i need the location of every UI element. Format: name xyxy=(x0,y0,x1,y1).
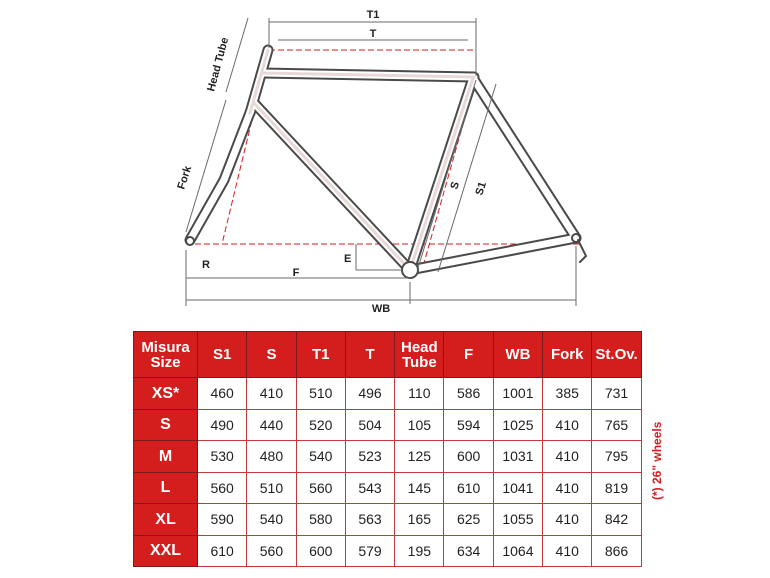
size-cell: M xyxy=(134,441,198,473)
stov-cell: 765 xyxy=(592,409,641,441)
stov-cell: 795 xyxy=(592,441,641,473)
header-head-tube xyxy=(395,332,444,378)
header-t1: T1 xyxy=(296,332,345,378)
f-cell: 594 xyxy=(444,409,493,441)
t1-cell: 540 xyxy=(296,441,345,473)
s1-cell: 560 xyxy=(198,472,247,504)
s-cell: 540 xyxy=(247,504,296,536)
t-cell: 504 xyxy=(345,409,394,441)
table-row xyxy=(134,472,642,504)
t-cell: 496 xyxy=(345,378,394,410)
stov-cell: 819 xyxy=(592,472,641,504)
fork-cell: 410 xyxy=(543,441,592,473)
t1-cell: 520 xyxy=(296,409,345,441)
f-dimension-label: F xyxy=(292,267,300,279)
t1-cell: 560 xyxy=(296,472,345,504)
header-s: S xyxy=(247,332,296,378)
table-row xyxy=(134,409,642,441)
geometry-table xyxy=(133,331,642,567)
table-header-row xyxy=(134,332,642,378)
head-tube-cell: 110 xyxy=(395,378,444,410)
fork-cell: 410 xyxy=(543,504,592,536)
t1-cell: 580 xyxy=(296,504,345,536)
fork-cell: 410 xyxy=(543,409,592,441)
f-cell: 610 xyxy=(444,472,493,504)
r-dimension-label: R xyxy=(202,259,210,271)
t1-dimension-label: T1 xyxy=(366,9,380,21)
wb-cell: 1025 xyxy=(493,409,542,441)
stov-cell: 842 xyxy=(592,504,641,536)
head-tube-cell: 105 xyxy=(395,409,444,441)
header-fork: Fork xyxy=(543,332,592,378)
header-stov: St.Ov. xyxy=(592,332,641,378)
head-tube-dimension-label: Head Tube xyxy=(205,36,232,93)
s-cell: 560 xyxy=(247,535,296,567)
s1-cell: 460 xyxy=(198,378,247,410)
header-wb: WB xyxy=(493,332,542,378)
s1-cell: 610 xyxy=(198,535,247,567)
t-cell: 563 xyxy=(345,504,394,536)
f-cell: 625 xyxy=(444,504,493,536)
header-head-tube-line1: Head xyxy=(400,338,438,356)
fork-cell: 410 xyxy=(543,472,592,504)
wb-cell: 1041 xyxy=(493,472,542,504)
s1-cell: 490 xyxy=(198,409,247,441)
wb-cell: 1055 xyxy=(493,504,542,536)
e-dimension-label: E xyxy=(344,253,352,265)
t1-cell: 510 xyxy=(296,378,345,410)
wb-dimension-label: WB xyxy=(371,303,391,315)
wb-cell: 1001 xyxy=(493,378,542,410)
dimension-lines xyxy=(186,18,576,306)
header-s1: S1 xyxy=(198,332,247,378)
t-cell: 523 xyxy=(345,441,394,473)
t-cell: 543 xyxy=(345,472,394,504)
head-tube-cell: 195 xyxy=(395,535,444,567)
header-f: F xyxy=(444,332,493,378)
s-cell: 440 xyxy=(247,409,296,441)
s1-cell: 590 xyxy=(198,504,247,536)
s-cell: 410 xyxy=(247,378,296,410)
s1-cell: 530 xyxy=(198,441,247,473)
f-cell: 634 xyxy=(444,535,493,567)
table-row xyxy=(134,504,642,536)
fork-cell: 385 xyxy=(543,378,592,410)
t-cell: 579 xyxy=(345,535,394,567)
head-tube-cell: 165 xyxy=(395,504,444,536)
stov-cell: 866 xyxy=(592,535,641,567)
size-cell: S xyxy=(134,409,198,441)
header-t: T xyxy=(345,332,394,378)
wb-cell: 1031 xyxy=(493,441,542,473)
f-cell: 600 xyxy=(444,441,493,473)
header-size xyxy=(134,332,198,378)
wb-cell: 1064 xyxy=(493,535,542,567)
stov-cell: 731 xyxy=(592,378,641,410)
head-tube-cell: 145 xyxy=(395,472,444,504)
size-cell: XL xyxy=(134,504,198,536)
header-size-line2: Size xyxy=(150,353,181,371)
fork-cell: 410 xyxy=(543,535,592,567)
t1-cell: 600 xyxy=(296,535,345,567)
wheel-footnote: (*) 26" wheels xyxy=(650,421,664,500)
s-cell: 510 xyxy=(247,472,296,504)
table-row xyxy=(134,441,642,473)
t-dimension-label: T xyxy=(369,28,377,40)
table-row xyxy=(134,535,642,567)
s1-dimension-label: S1 xyxy=(473,180,490,197)
header-size-line1: Misura xyxy=(141,338,190,356)
table-row xyxy=(134,378,642,410)
head-tube-cell: 125 xyxy=(395,441,444,473)
size-cell: XXL xyxy=(134,535,198,567)
s-cell: 480 xyxy=(247,441,296,473)
s-dimension-label: S xyxy=(448,180,463,191)
size-cell: L xyxy=(134,472,198,504)
f-cell: 586 xyxy=(444,378,493,410)
header-head-tube-line2: Tube xyxy=(401,353,437,371)
fork-dimension-label: Fork xyxy=(175,164,195,191)
size-cell: XS* xyxy=(134,378,198,410)
